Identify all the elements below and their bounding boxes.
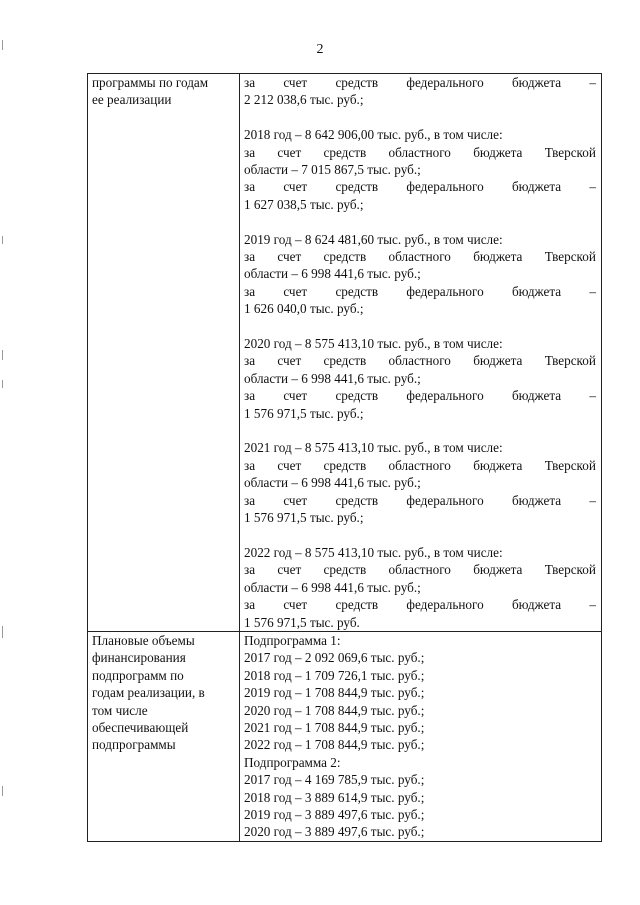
word: средств [323, 144, 367, 160]
word: бюджета [511, 283, 562, 299]
text-line: 2018 год – 3 889 614,9 тыс. руб.; [244, 789, 425, 805]
word: федерального [406, 75, 484, 90]
word: счет [283, 179, 308, 195]
text-line: области – 6 998 441,6 тыс. руб.; [244, 475, 421, 491]
text-line: 2018 год – 1 709 726,1 тыс. руб.; [244, 667, 425, 683]
funding-paragraph [244, 335, 596, 422]
text-line: 1 627 038,5 тыс. руб.; [244, 196, 364, 212]
word: – [589, 283, 596, 299]
word: средств [323, 353, 367, 369]
word: счет [283, 388, 308, 404]
word: за [244, 353, 256, 369]
financing-table [87, 73, 602, 842]
text-line: области – 6 998 441,6 тыс. руб.; [244, 370, 421, 386]
word: счет [283, 492, 308, 508]
text-line: 2019 год – 3 889 497,6 тыс. руб.; [244, 806, 425, 822]
text-line: Подпрограмма 1: [244, 632, 341, 648]
word: Тверской [544, 562, 596, 578]
word: бюджета [511, 75, 562, 90]
word: федерального [406, 492, 484, 508]
word: федерального [406, 597, 484, 613]
word: за [244, 457, 256, 473]
justified-line [244, 74, 596, 91]
word: бюджета [511, 179, 562, 195]
word: областного [388, 249, 451, 265]
text-line: 1 626 040,0 тыс. руб.; [244, 301, 364, 317]
margin-mark [2, 380, 3, 388]
word: областного [388, 457, 451, 473]
funding-paragraph [244, 544, 596, 631]
word: за [244, 388, 256, 404]
word: федерального [406, 179, 484, 195]
table-row [88, 74, 602, 632]
row-label-line: том числе [92, 702, 148, 718]
justified-line [244, 387, 596, 404]
word: счет [277, 562, 302, 578]
text-line: 2020 год – 8 575 413,10 тыс. руб., в том числе: [244, 336, 503, 352]
funding-paragraph [244, 439, 596, 526]
text-line: области – 6 998 441,6 тыс. руб.; [244, 579, 421, 595]
text-line: 2022 год – 1 708 844,9 тыс. руб.; [244, 737, 425, 753]
justified-line [244, 596, 596, 613]
word: бюджета [473, 457, 523, 473]
word: средств [335, 179, 379, 195]
word: Тверской [544, 144, 596, 160]
justified-line [244, 144, 596, 161]
word: средств [335, 492, 379, 508]
word: Тверской [544, 249, 596, 265]
word: средств [335, 597, 379, 613]
margin-mark [2, 786, 3, 796]
row-label-line: подпрограммы [92, 737, 176, 753]
word: счет [283, 597, 308, 613]
word: бюджета [511, 492, 562, 508]
word: средств [335, 75, 379, 90]
table-row [88, 631, 602, 841]
text-line: 2018 год – 8 642 906,00 тыс. руб., в том числе: [244, 127, 503, 143]
word: счет [277, 249, 302, 265]
word: счет [277, 144, 302, 160]
text-line: 2020 год – 3 889 497,6 тыс. руб.; [244, 824, 425, 840]
text-line: 2022 год – 8 575 413,10 тыс. руб., в том числе: [244, 544, 503, 560]
row-label-line: обеспечивающей [92, 719, 189, 735]
justified-line [244, 178, 596, 195]
word: бюджета [473, 562, 523, 578]
margin-mark [2, 626, 3, 638]
word: областного [388, 562, 451, 578]
word: средств [323, 562, 367, 578]
row-content-cell [240, 74, 602, 632]
word: бюджета [473, 249, 523, 265]
word: средств [335, 388, 379, 404]
margin-mark [2, 350, 3, 360]
word: средств [323, 457, 367, 473]
word: за [244, 144, 256, 160]
funding-paragraph [244, 231, 596, 318]
row-label-cell [88, 74, 240, 632]
word: бюджета [511, 388, 562, 404]
word: счет [283, 75, 308, 90]
word: областного [388, 353, 451, 369]
text-line: области – 7 015 867,5 тыс. руб.; [244, 162, 421, 178]
text-line: 2017 год – 4 169 785,9 тыс. руб.; [244, 772, 425, 788]
row-label-cell [88, 631, 240, 841]
word: за [244, 492, 256, 508]
word: – [589, 597, 596, 613]
word: счет [277, 353, 302, 369]
word: бюджета [473, 144, 523, 160]
word: средств [323, 249, 367, 265]
funding-paragraph [244, 74, 596, 109]
word: счет [277, 457, 302, 473]
justified-line [244, 248, 596, 265]
row-content-cell [240, 631, 602, 841]
margin-mark [2, 40, 3, 50]
text-line: 2021 год – 1 708 844,9 тыс. руб.; [244, 719, 425, 735]
word: Тверской [544, 457, 596, 473]
row-label-line: финансирования [92, 650, 186, 666]
text-line: 2020 год – 1 708 844,9 тыс. руб.; [244, 702, 425, 718]
word: счет [283, 283, 308, 299]
row-label-line: подпрограмм по [92, 667, 184, 683]
text-line: области – 6 998 441,6 тыс. руб.; [244, 266, 421, 282]
word: за [244, 597, 256, 613]
text-line: 2019 год – 1 708 844,9 тыс. руб.; [244, 685, 425, 701]
text-line: 2 212 038,6 тыс. руб.; [244, 92, 364, 108]
text-line: 2017 год – 2 092 069,6 тыс. руб.; [244, 650, 425, 666]
justified-line [244, 352, 596, 369]
word: федерального [406, 388, 484, 404]
word: – [589, 492, 596, 508]
text-line: 2021 год – 8 575 413,10 тыс. руб., в том числе: [244, 440, 503, 456]
text-line: 1 576 971,5 тыс. руб.; [244, 405, 364, 421]
word: за [244, 179, 256, 195]
word: – [589, 388, 596, 404]
text-line: 1 576 971,5 тыс. руб.; [244, 510, 364, 526]
word: за [244, 75, 256, 90]
justified-line [244, 457, 596, 474]
row-label-line: Плановые объемы [92, 632, 195, 648]
word: областного [388, 144, 451, 160]
word: за [244, 283, 256, 299]
word: – [589, 75, 596, 90]
word: средств [335, 283, 379, 299]
margin-mark [2, 236, 3, 244]
text-line: 1 576 971,5 тыс. руб. [244, 614, 360, 630]
funding-paragraph [244, 126, 596, 213]
justified-line [244, 492, 596, 509]
word: за [244, 562, 256, 578]
justified-line [244, 561, 596, 578]
word: за [244, 249, 256, 265]
row-label-line: программы по годам [92, 75, 209, 90]
word: федерального [406, 283, 484, 299]
row-label-line: ее реализации [92, 92, 172, 108]
word: Тверской [544, 353, 596, 369]
word: бюджета [511, 597, 562, 613]
justified-line [244, 283, 596, 300]
row-label-line: годам реализации, в [92, 685, 205, 701]
text-line: 2019 год – 8 624 481,60 тыс. руб., в том числе: [244, 231, 503, 247]
page-number: 2 [316, 42, 324, 57]
word: бюджета [473, 353, 523, 369]
text-line: Подпрограмма 2: [244, 754, 341, 770]
word: – [589, 179, 596, 195]
